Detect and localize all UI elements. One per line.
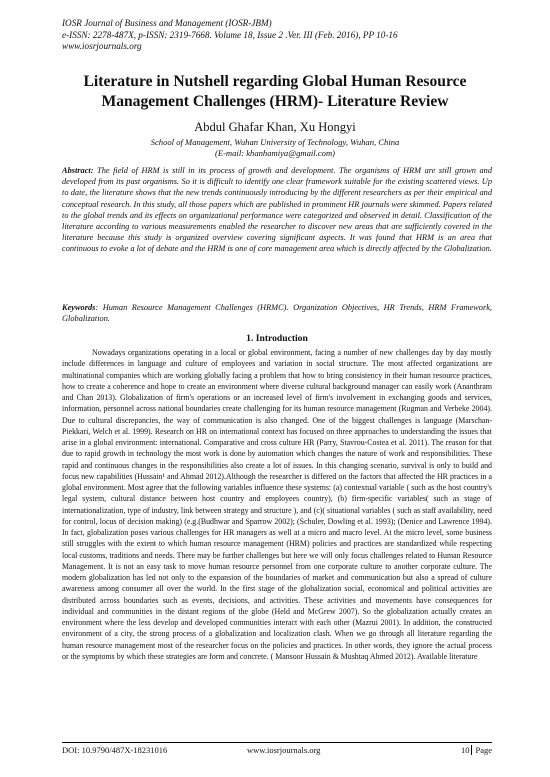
section-heading: 1. Introduction [246, 333, 308, 344]
journal-name: IOSR Journal of Business and Management (IOSR-JBM) [62, 18, 272, 28]
paper-title [40, 72, 510, 112]
journal-website: www.iosrjournals.org [62, 41, 142, 51]
page-word: Page [471, 745, 492, 755]
abstract-label: Abstract: [62, 166, 94, 175]
author-affiliation-block [40, 137, 510, 159]
page-number: 10 [460, 745, 470, 755]
body-text [62, 347, 492, 662]
page-footer [62, 745, 492, 757]
journal-issn-line: e-ISSN: 2278-487X, p-ISSN: 2319-7668. Volume 18, Issue 2 .Ver. III (Feb. 2016), PP 10-16 [62, 29, 398, 40]
keywords-label: Keywords [62, 303, 96, 312]
footer-doi: DOI: 10.9790/487X-18231016 [62, 745, 168, 755]
paper-title-line-1: Literature in Nutshell regarding Global Human Resource [83, 73, 467, 90]
footer-divider [62, 742, 492, 743]
introduction-paragraph: Nowadays organizations operating in a local or global environment, facing a number of new challenges day by day mostly include differences in language and culture of employees and variation in social structure. The most affected organizations are multinational companies which are working globally facing a problem that how to bring consistency in their human resource practices, how to create a coherence and hope to create an environment where diverse cultural background manager can easily work (Ananthram and Chan 2013). Globalization of firm's operations or an increased level of firm's involvement in exchanging goods and services, information, personnel across national boundaries create challenging for its human resource management (Rugman and Verbeke 2004). Due to cultural discrepancies, the way of communication is also changed. One of the biggest challenges is language (Marschan-Piekkari, Welch et al. 1999). Research on HR on international context has focused on three approaches to understanding the issues that arise in a global environment: international. Comparative and cross culture HR (Parry, Stavrou-Costea et al. 2011). The reason for that due to rapid growth in technology the most work is done by automation which changes the nature of work and responsibilities. These rapid and continuous changes in the responsibilities also create a lot of issues. In this changing scenario, survival is only to build and focus new capabilities (Hussain¹ and Ahmad 2012).Although the researcher is differed on the factors that affected the HR practices in a global environment. Most agree that the following variables influence these systems: (a) contextual variable ( such as the host country's legal system, cultural distance between host country and employees country), (b) firm-specific variables( such as stage of internationalization, type of industry, link between strategy and structure ), and (c)( situational variables ( such as staff availability, need for control, locus of decision making) (e.g.(Budhwar and Sparrow 2002); (Schuler, Dowling et al. 1993); (Denice and Lawrence 1994). In fact, globalization poses various challenges for HR managers as well at a micro and macro level. At the micro level, some business still struggles with the extent to which human resource management (HRM) policies and practices are standardized while respecting local customs, traditions and needs. There may be further challenges but here we will only focus challenges related to Human Resource Management. It is not an easy task to move human resource personnel from one corporate culture to another corporate culture. The modern globalization has led not only to the expansion of the boundaries of market and communication but also a spread of culture awareness among consumer all over the world. In the first stage of the globalization social, economical and political activities are distributed across boundaries such as events, decisions, and activities. These activities and movements have consequences for individual and communities in the distant regions of the globe (Held and McGrew 2007). So the globalization actually creates an environment where the less develop and developed communities interact with each other (Mazrui 2001). In addition, the constructed environment of a city, the strong process of a globalization and localization clash. When we go through all literature regarding the human resource management most of the researcher focus on the policies and practices. In other words, they ignore the actual process or the symptoms by which these strategies are form and concrete. ( Mansoor Hussain & Mushtaq Ahmed 2012). Available literature [62, 348, 492, 661]
journal-header [62, 18, 492, 53]
author-email: (E-mail: khanhamiya@gmail.com) [214, 147, 336, 158]
keywords [62, 302, 492, 324]
abstract [62, 165, 492, 255]
affiliation: School of Management, Wuhan University of Technology, Wuhan, China [150, 137, 400, 147]
author-list: Abdul Ghafar Khan, Xu Hongyi [194, 120, 356, 134]
footer-page-number [461, 745, 492, 756]
paper-title-line-2: Management Challenges (HRM)- Literature Review [101, 93, 449, 110]
footer-website: www.iosrjournals.org [247, 745, 321, 755]
abstract-text: The field of HRM is still in its process of growth and development. The organisms of HRM are still grown and developed from its past organisms. So it is difficult to identify one clear framework suitable for the existing scattered views. Up to date, the literature shows that the new trends continuously introducing by the different researchers as per their empirical and conceptual research. In this study, all those papers which are published in prominent HR journals were skimmed. Papers related to the global trends and its effects on organizational performance were categorized and observed in detail. Classification of the literature according to various measurements enabled the researcher to discover new areas that are sufficiently covered in the literature because this study is organized overview covering significant aspects. It was found that HRM is an area that continuous to evoke a lot of debate and the HRM is one of core management area which is directly affected by the Globalization. [62, 166, 492, 254]
keywords-text: : Human Resource Management Challenges (HRMC). Organization Objectives, HR Trends, HRM Framework, Globalization. [62, 303, 492, 324]
